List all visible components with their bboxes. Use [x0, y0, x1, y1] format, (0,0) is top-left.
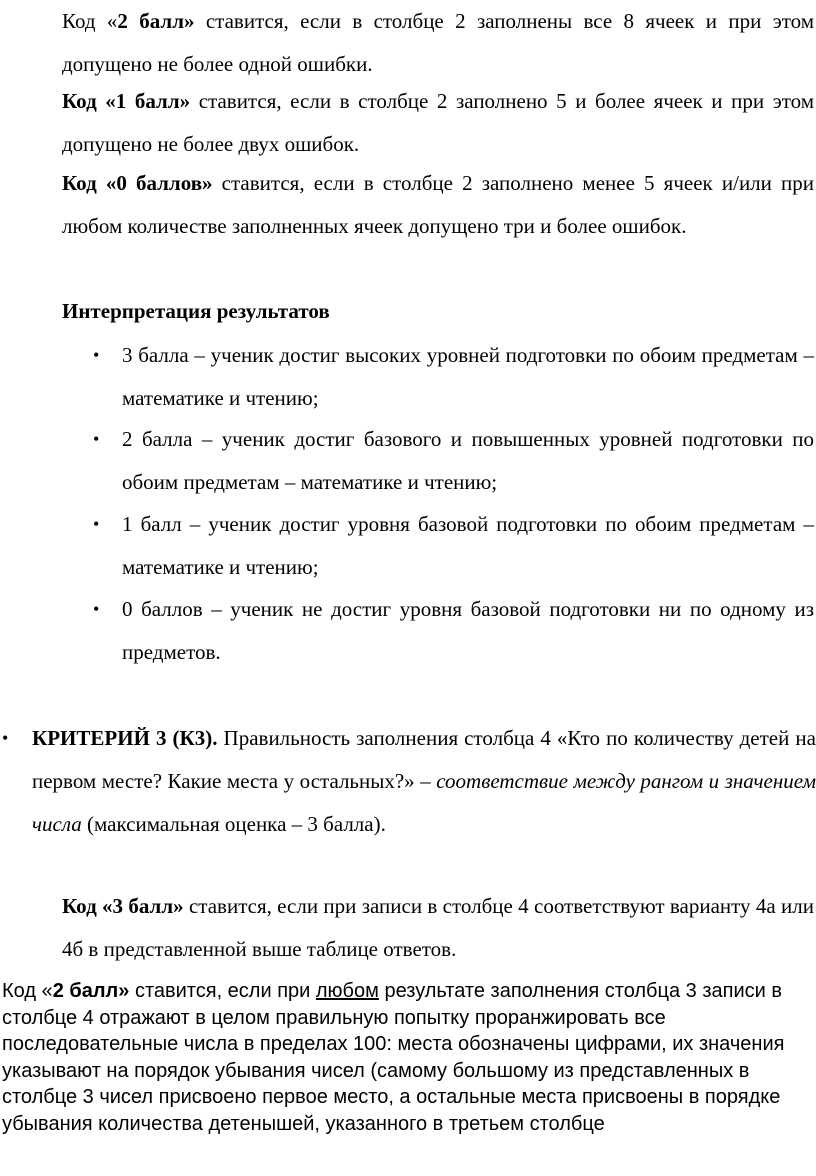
list-item: 3 балла – ученик достиг высоких уровней подготовки по обоим предметам – математике и чтению;	[122, 343, 814, 410]
paragraph-code-2-points-criterion-3	[2, 978, 814, 1137]
paragraph-code-1-point	[62, 80, 814, 166]
bullet-icon: •	[93, 429, 100, 449]
paragraph-text: ставится, если в столбце 2 заполнено 5 и более ячеек и при этом допущено не более двух ошибок.	[62, 89, 814, 156]
criterion-text: Правильность заполнения столбца 4 «Кто по количеству детей на первом месте? Какие места у остальных?» –	[32, 726, 816, 793]
criterion-paragraph	[32, 717, 816, 846]
bullet-icon: •	[93, 599, 100, 619]
list-item: 0 баллов – ученик не достиг уровня базовой подготовки ни по одному из предметов.	[122, 597, 814, 664]
bullet-icon: •	[93, 514, 100, 534]
code-label: 2 балл»	[52, 980, 130, 1002]
underlined-word: любом	[315, 980, 379, 1002]
paragraph-text: ставится, если при записи в столбце 4 соответствуют варианту 4а или 4б в представленной выше таблице ответов.	[62, 894, 814, 961]
paragraph-text: ставится, если в столбце 2 заполнены все 8 ячеек и при этом допущено не более одной ошибки.	[62, 9, 814, 76]
criterion-title: КРИТЕРИЙ 3 (К3).	[32, 726, 218, 750]
paragraph-code-3-points	[62, 885, 814, 971]
section-heading: Интерпретация результатов	[62, 299, 330, 323]
paragraph-text: ставится, если при	[129, 980, 316, 1002]
code-label: 2 балл»	[117, 9, 195, 33]
list-item: 2 балла – ученик достиг базового и повышенных уровней подготовки по обоим предметам – математике и чтению;	[122, 427, 814, 494]
code-label: Код «0 баллов»	[62, 171, 213, 195]
paragraph-text: ставится, если в столбце 2 заполнено менее 5 ячеек и/или при любом количестве заполненных ячеек допущено три и более ошибок.	[62, 171, 815, 238]
paragraph-code-2-points	[62, 0, 814, 86]
bullet-icon: •	[93, 345, 100, 365]
code-label: Код «3 балл»	[62, 894, 184, 918]
list-item: 1 балл – ученик достиг уровня базовой подготовки по обоим предметам – математике и чтению;	[122, 512, 814, 579]
code-prefix: Код «	[2, 980, 53, 1002]
paragraph-text-end: результате заполнения столбца 3 записи в столбце 4 отражают в целом правильную попытку проранжировать все последовательные числа в пределах 100: места обозначены цифрами, их значения указывают на порядок убывания чисел (самому большому из представленных в столбце 3 чисел присвоено первое место, а остальные места присвоены в порядке убывания количества детенышей, указанного в третьем столбце	[2, 980, 785, 1135]
code-label: Код «1 балл»	[62, 89, 191, 113]
bullet-icon: •	[2, 728, 9, 748]
paragraph-code-0-points	[62, 162, 814, 248]
criterion-italic-text: соответствие между рангом и значением числа	[32, 769, 816, 836]
criterion-text-end: (максимальная оценка – 3 балла).	[81, 812, 386, 836]
code-prefix: Код «	[62, 9, 118, 33]
